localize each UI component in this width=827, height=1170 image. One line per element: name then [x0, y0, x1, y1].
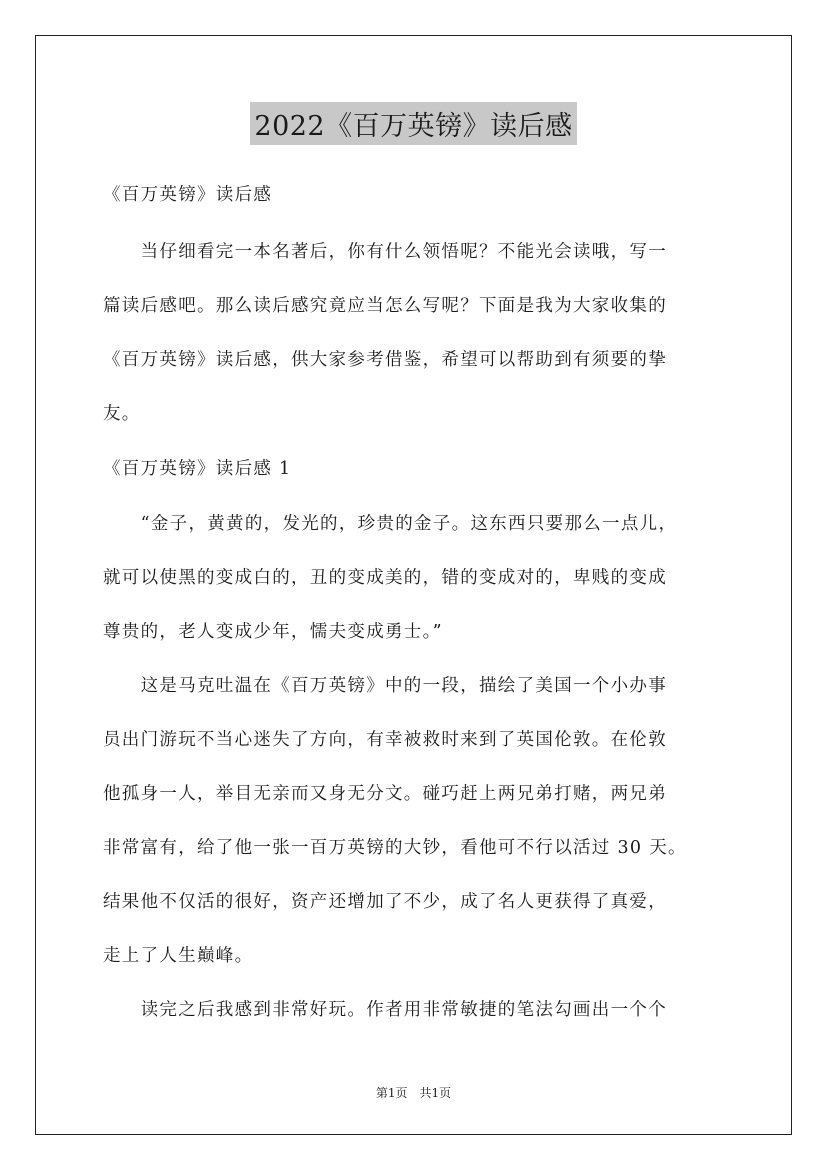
page-footer: [0, 1084, 827, 1101]
text-line: 结果他不仅活的很好，资产还增加了不少，成了名人更获得了真爱，: [103, 892, 667, 912]
text-line: 员出门游玩不当心迷失了方向，有幸被救时来到了英国伦敦。在伦敦: [103, 730, 667, 750]
page-number: 第1页 共1页: [375, 1086, 452, 1100]
text-line: 友。: [103, 404, 141, 424]
text-line: 篇读后感吧。那么读后感究竟应当怎么写呢？下面是我为大家收集的: [103, 296, 667, 316]
text-line: 这是马克吐温在《百万英镑》中的一段，描绘了美国一个小办事: [103, 676, 667, 696]
text-line: 《百万英镑》读后感，供大家参考借鉴，希望可以帮助到有须要的挚: [103, 350, 667, 370]
text-line: 他孤身一人，举目无亲而又身无分文。碰巧赶上两兄弟打赌，两兄弟: [103, 784, 667, 804]
document-title: 2022《百万英镑》读后感: [250, 102, 576, 145]
text-line: 走上了人生巅峰。: [103, 946, 254, 966]
text-line: 当仔细看完一本名著后，你有什么领悟呢？不能光会读哦，写一: [103, 242, 667, 262]
section-heading: 《百万英镑》读后感 1: [103, 459, 292, 479]
title-wrapper: [0, 102, 827, 145]
subtitle-line: 《百万英镑》读后感: [103, 185, 273, 205]
text-line: 尊贵的，老人变成少年，懦夫变成勇士。”: [103, 622, 443, 642]
text-line: 读完之后我感到非常好玩。作者用非常敏捷的笔法勾画出一个个: [103, 1000, 667, 1020]
text-line: “金子，黄黄的，发光的，珍贵的金子。这东西只要那么一点儿，: [103, 514, 678, 534]
text-line: 就可以使黑的变成白的，丑的变成美的，错的变成对的，卑贱的变成: [103, 568, 667, 588]
text-line: 非常富有，给了他一张一百万英镑的大钞，看他可不行以活过 30 天。: [103, 838, 687, 858]
